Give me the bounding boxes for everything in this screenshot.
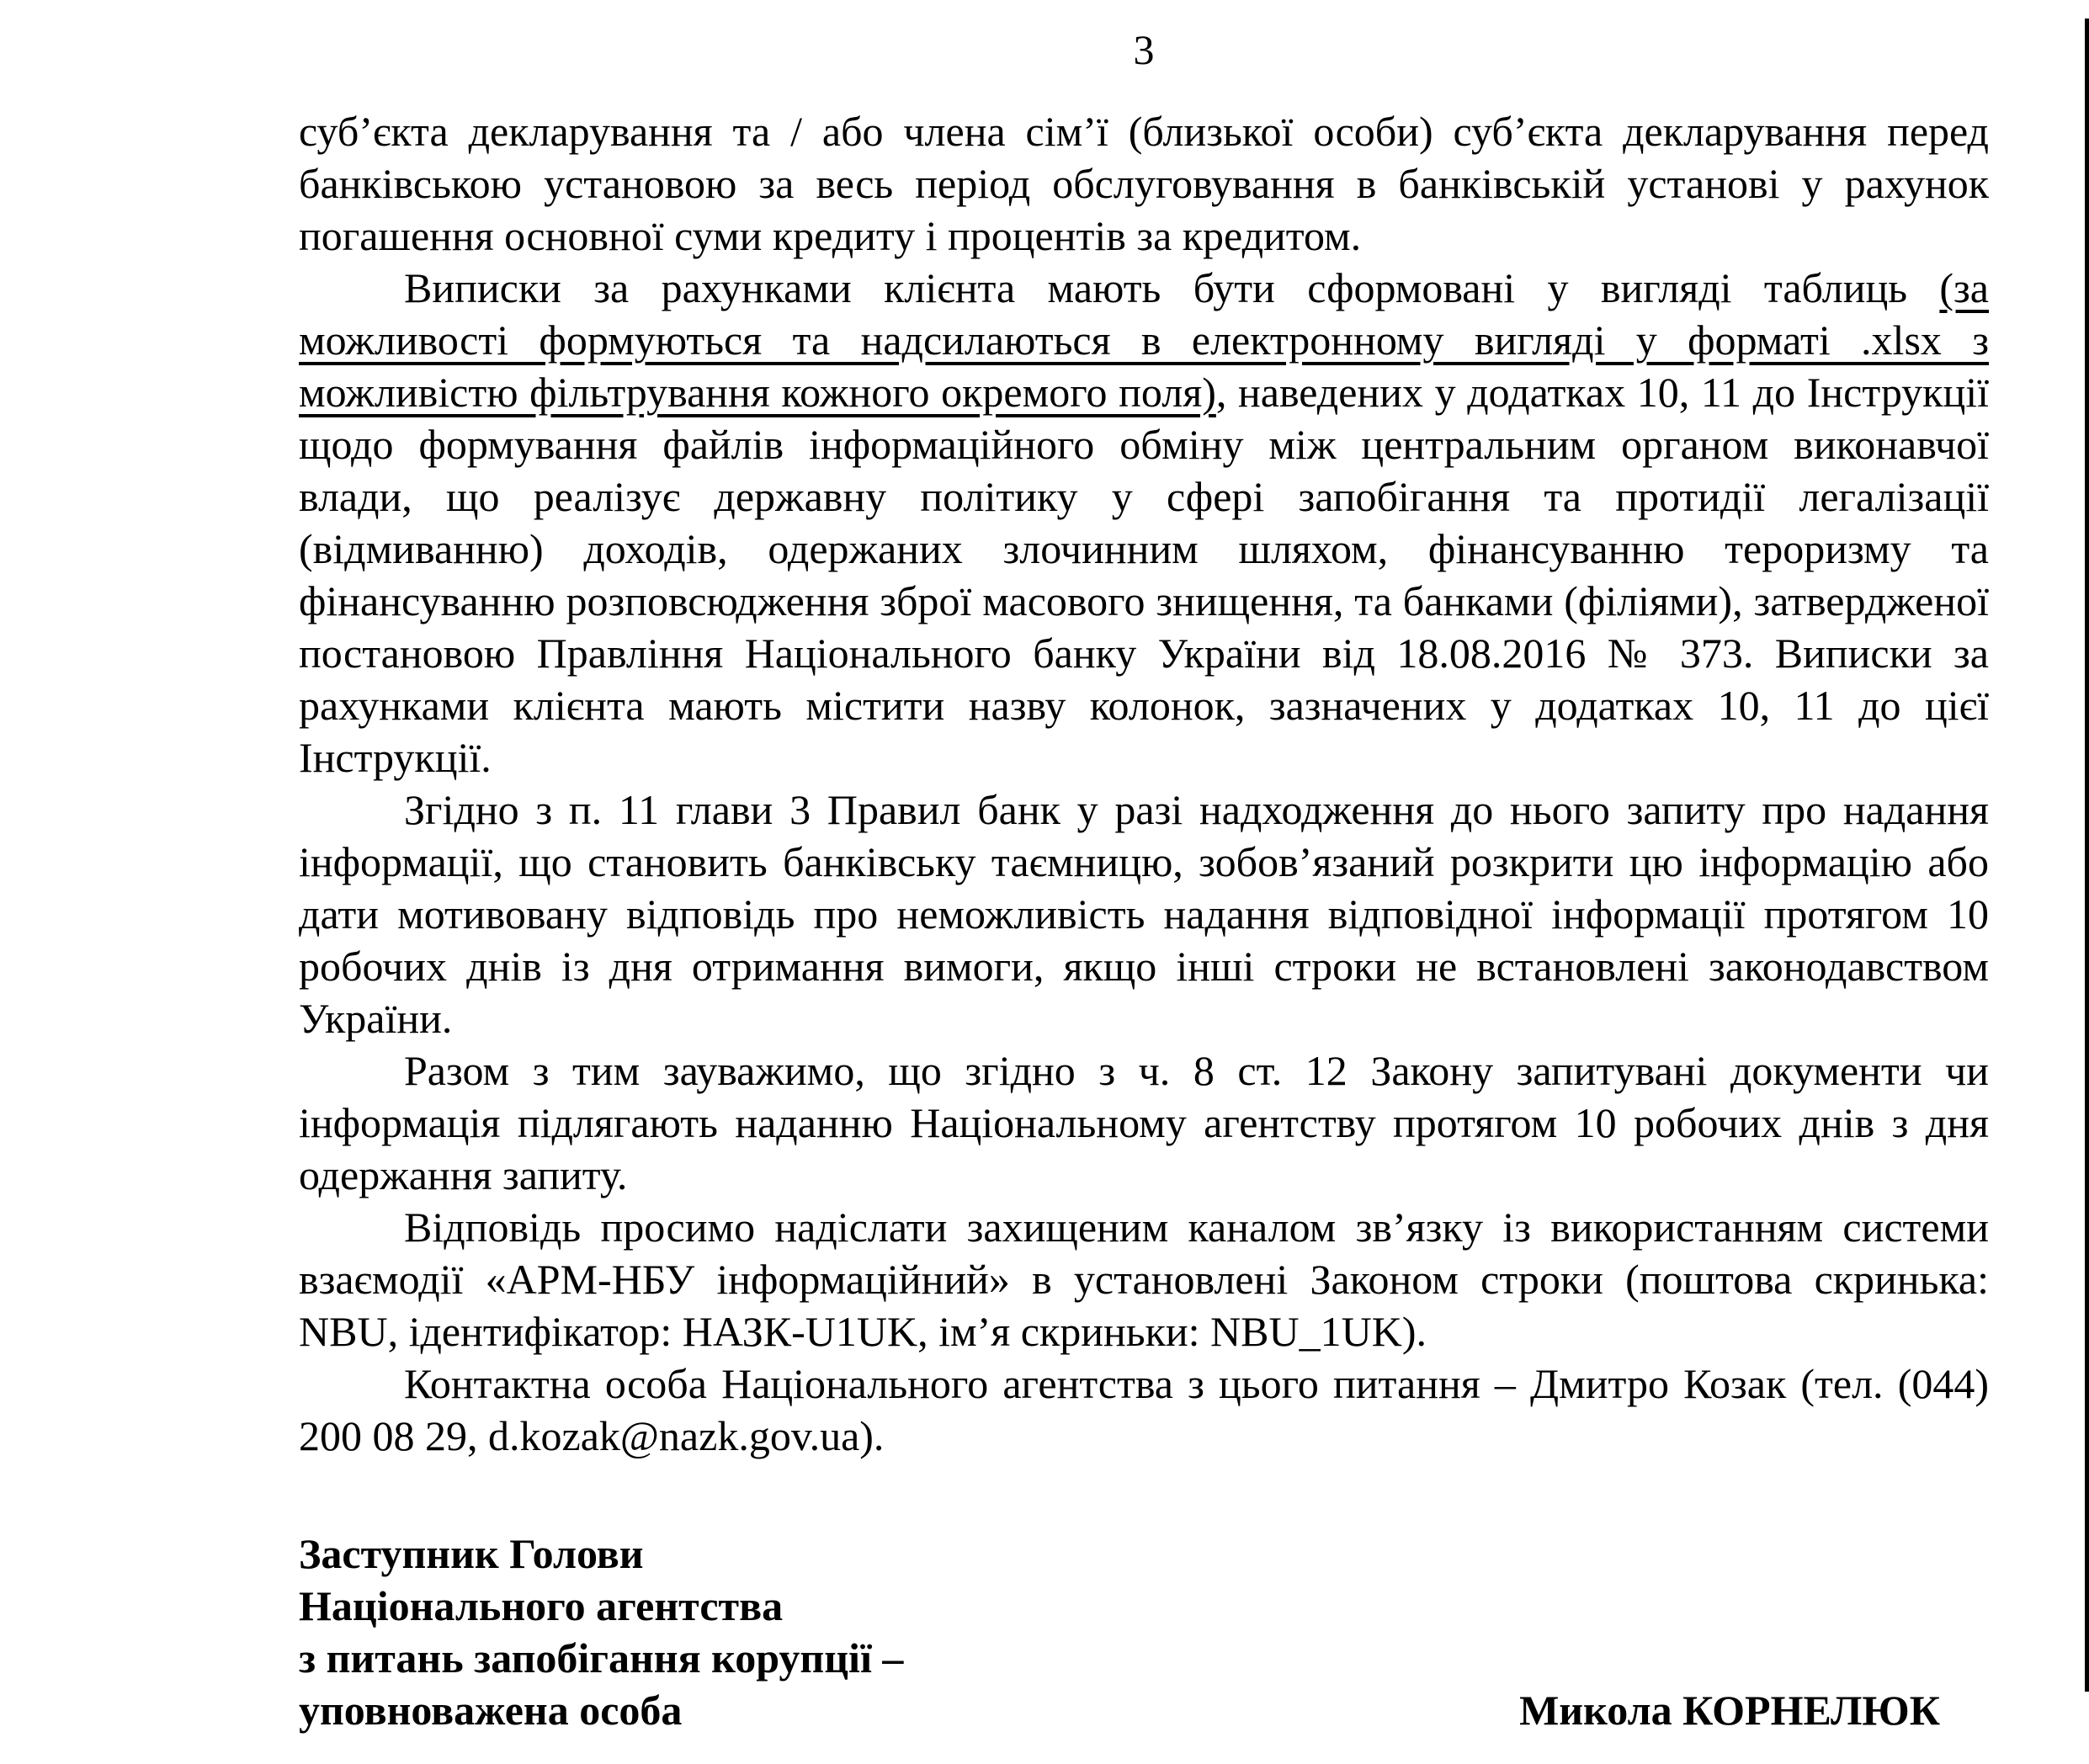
paragraph-5: Відповідь просимо надіслати захищеним каналом зв’язку із використанням системи взаємодії «АРМ-НБУ інформаційний» в установлені Законом строки (поштова скринька: NBU, ідентифікатор: НАЗК-U1UK, ім’я скриньки: NBU_1UK). [299, 1203, 1989, 1355]
page-number: 3 [1133, 26, 1155, 73]
signature-block [299, 1528, 1989, 1736]
signee-name: Микола КОРНЕЛЮК [1519, 1687, 1940, 1734]
signature-title-line-3: з питань запобігання корупції – [299, 1634, 904, 1682]
paragraph-6: Контактна особа Національного агентства з цього питання – Дмитро Козак (тел. (044) 200 08 29, d.kozak@nazk.gov.ua). [299, 1360, 1989, 1459]
signature-row [299, 1684, 1989, 1736]
signature-title-line-2: Національного агентства [299, 1582, 784, 1629]
signature-title-line-1: Заступник Голови [299, 1530, 644, 1577]
paragraph-2-before-underline: Виписки за рахунками клієнта мають бути сформовані у вигляді таблиць [404, 264, 1940, 311]
signature-title-line-4: уповноважена особа [299, 1687, 683, 1734]
paragraph-4: Разом з тим зауважимо, що згідно з ч. 8 ст. 12 Закону запитувані документи чи інформація підлягають наданню Національному агентству протягом 10 робочих днів з дня одержання запиту. [299, 1047, 1989, 1198]
paragraph-3: Згідно з п. 11 глави 3 Правил банк у разі надходження до нього запиту про надання інформації, що становить банківську таємницю, зобов’язаний розкрити цю інформацію або дати мотивовану відповідь про неможливість надання відповідної інформації протягом 10 робочих днів із дня отримання вимоги, якщо інші строки не встановлені законодавством України. [299, 786, 1989, 1042]
scan-edge-line [2085, 19, 2089, 1692]
paragraph-2 [299, 262, 1989, 784]
paragraph-1: суб’єкта декларування та / або члена сім’ї (близької особи) суб’єкта декларування перед банківською установою за весь період обслуговування в банківській установі у рахунок погашення основної суми кредиту і процентів за кредитом. [299, 108, 1989, 259]
underlined-passage: (за можливості формуються та надсилаються в електронному вигляді у форматі .xlsx з можливістю фільтрування кожного окремого поля) [299, 264, 1989, 416]
paragraph-2-after-underline: , наведених у додатках 10, 11 до Інструкції щодо формування файлів інформаційного обміну між центральним органом виконавчої влади, що реалізує державну політику у сфері запобігання та протидії легалізації (відмиванню) доходів, одержаних злочинним шляхом, фінансуванню тероризму та фінансуванню розповсюдження зброї масового знищення, та банками (філіями), затвердженої постановою Правління Національного банку України від 18.08.2016 № 373. Виписки за рахунками клієнта мають містити назву колонок, зазначених у додатках 10, 11 до цієї Інструкції. [299, 369, 1989, 781]
